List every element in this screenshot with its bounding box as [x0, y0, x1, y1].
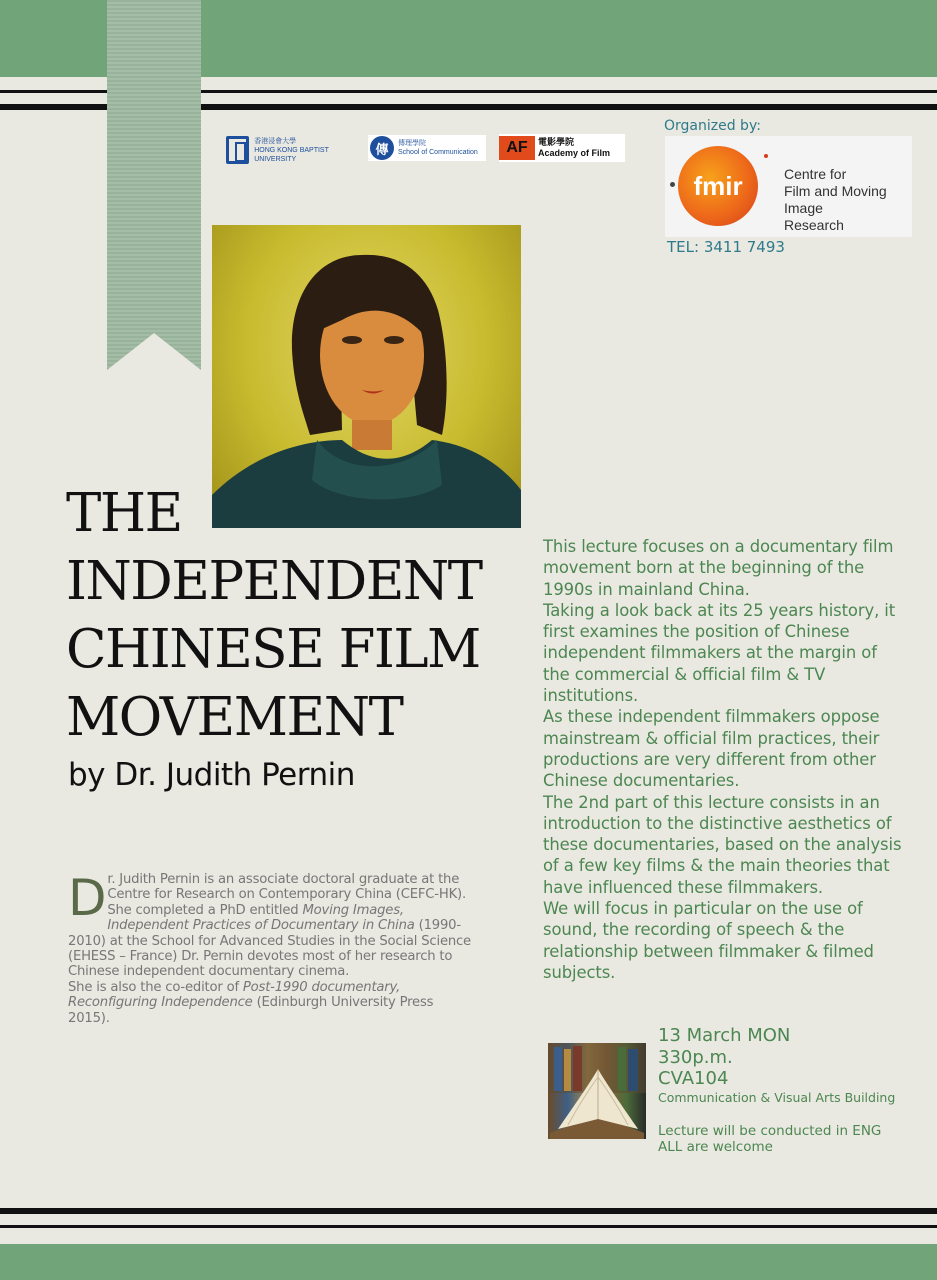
hkbu-emblem-icon: [226, 136, 249, 164]
lecture-description: [543, 536, 903, 983]
bio-paragraph: r. Judith Pernin is an associate doctoral graduate at the Centre for Research on Contemporary China (CEFC-HK).: [107, 872, 466, 903]
fmir-logo-mark: fmir: [678, 146, 758, 226]
soc-english-name: School of Communication: [398, 149, 478, 156]
title-line: INDEPENDENT: [66, 551, 482, 612]
open-book-photo: [548, 1043, 646, 1139]
title-line: THE: [66, 483, 182, 544]
bookmark-ribbon: [107, 0, 201, 370]
school-of-communication-emblem-icon: 傳: [370, 136, 394, 160]
event-date: 13 March MON: [658, 1025, 791, 1046]
open-book-icon: [548, 1043, 646, 1139]
academy-of-film-logo: [499, 134, 625, 162]
academy-of-film-mark: AF: [499, 136, 535, 160]
fmir-name-line: Research: [784, 217, 844, 233]
hkbu-logo: [226, 135, 356, 165]
organized-by-label: Organized by:: [664, 118, 761, 134]
bio-dropcap: D: [68, 869, 107, 927]
event-time: 330p.m.: [658, 1046, 733, 1068]
bio-text: (Edinburgh University Press 2015).: [68, 995, 434, 1026]
bottom-rule-thick: [0, 1208, 937, 1214]
fmir-logo-box: [665, 136, 912, 237]
speaker-bio: [68, 869, 478, 1026]
fmir-name-line: Centre for: [784, 166, 847, 182]
telephone: TEL: 3411 7493: [667, 238, 785, 256]
fmir-full-name: [784, 166, 912, 234]
event-language: Lecture will be conducted in ENG: [658, 1122, 882, 1139]
hkbu-english-name: HONG KONG BAPTIST UNIVERSITY: [254, 146, 329, 163]
soc-chinese-name: 傳理學院: [398, 140, 426, 147]
bio-text: (1990-2010) at the School for Advanced Studies in the Social Science (EHESS – France) Dr. Pernin devotes most of her research to Chinese independent documentary cinema.: [68, 918, 471, 980]
event-welcome: ALL are welcome: [658, 1138, 773, 1155]
event-building: Communication & Visual Arts Building: [658, 1089, 896, 1105]
book-title: Post-1990 documentary, Reconfiguring Independence: [68, 979, 401, 1011]
bottom-rule-thin: [0, 1225, 937, 1228]
fmir-dot-icon: [764, 154, 768, 158]
description-paragraph: We will focus in particular on the use of sound, the recording of speech & the relationship between filmmaker & filmed subjects.: [543, 899, 874, 982]
school-of-communication-logo: [368, 135, 486, 161]
hkbu-chinese-name: 香港浸會大學: [254, 137, 297, 145]
fmir-name-line: Film and Moving Image: [784, 183, 887, 216]
speaker-byline: by Dr. Judith Pernin: [68, 757, 355, 793]
bio-text: She is also the co-editor of: [68, 979, 243, 995]
description-paragraph: The 2nd part of this lecture consists in an introduction to the distinctive aesthetics of these documentaries, based on the analysis of a few key films & the main theories that have influenced these filmmakers.: [543, 792, 902, 897]
bio-text: She completed a PhD entitled: [107, 902, 303, 918]
event-room: CVA104: [658, 1068, 729, 1089]
aof-english-name: Academy of Film: [538, 148, 611, 158]
description-paragraph: As these independent filmmakers oppose mainstream & official film practices, their productions are very different from other Chinese documentaries.: [543, 707, 880, 791]
thesis-title: Moving Images, Independent Practices of Documentary in China: [107, 902, 415, 934]
event-details: [658, 1025, 895, 1155]
title-line: MOVEMENT: [66, 687, 403, 748]
lecture-title: [66, 480, 482, 752]
bottom-band: [0, 1244, 937, 1280]
fmir-dot-icon: [670, 182, 675, 187]
aof-chinese-name: 電影學院: [538, 137, 575, 147]
description-paragraph: Taking a look back at its 25 years history, it first examines the position of Chinese independent filmmakers at the margin of the commercial & official film & TV institutions.: [543, 600, 896, 706]
title-line: CHINESE FILM: [66, 619, 480, 680]
description-paragraph: This lecture focuses on a documentary film movement born at the beginning of the 1990s in mainland China.: [543, 537, 894, 599]
